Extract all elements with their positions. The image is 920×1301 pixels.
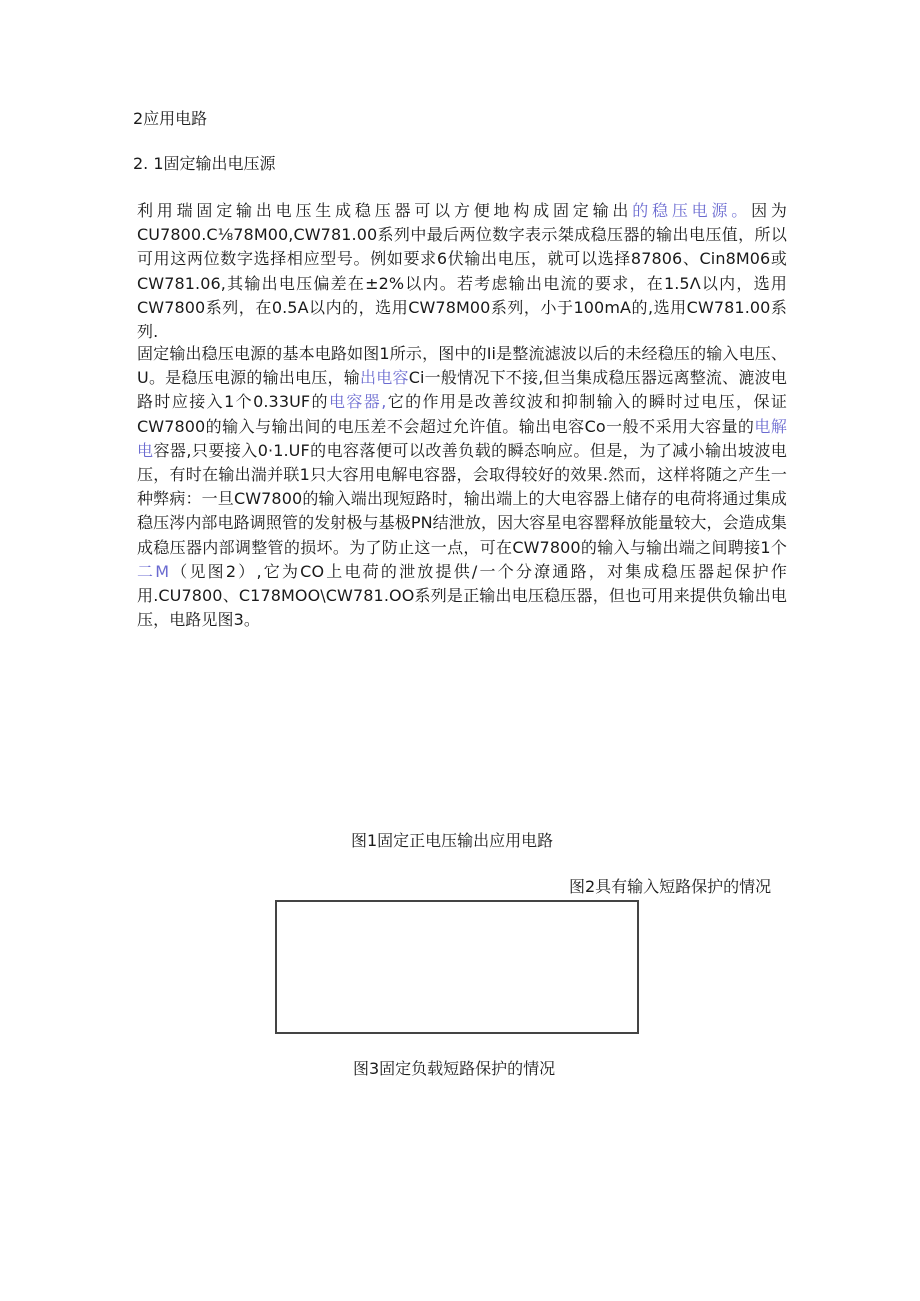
link-regulated-power-supply[interactable]: 的稳压电源。 [632,201,752,220]
paragraph-2 [137,342,787,632]
figure-1-caption: 图1固定正电压输出应用电路 [351,831,554,850]
subsection-title: 2. 1固定输出电压源 [133,154,276,173]
link-capacitor[interactable]: 电容器, [328,392,387,412]
paragraph-2-text-4: 容器,只要接入0·1.UF的电容落便可以改善负载的瞬态响应。但是，为了减小输出坡波电压，有时在输出湍并联1只大容用电解电容器，会取得较好的效果.然而，这样将随之产生一种弊病：一旦CW7800的输入端出现短路时，输出端上的大电容器上储存的电荷将通过集成稳压涔内部电路调照管的发射极与基极PN结泄放，因大容星电容罂释放能量较大，会造成集成稳压器内部调整管的损坏。为了防止这一点，可在CW7800的输入与输出端之间聘接1个 [137,440,788,557]
paragraph-1 [137,199,787,344]
paragraph-1-text-2: 因为CU7800.C⅛78M00,CW781.00系列中最后两位数字表示桀成稳压器的输出电压值，所以可用这两位数字选择相应型号。例如要求6伏输出电压，就可以选择87806、Cin8M06或CW781.06,其输出电压偏差在±2%以内。若考虑输出电流的要求，在1.5Λ以内，选用CW7800系列，在0.5A以内的，选用CW78M00系列，小于100mA的,选用CW781.00系列. [137,201,787,342]
paragraph-2-text-3: 它的作用是改善纹波和抑制输入的瞬时过电压，保证CW7800的输入与输出间的电压差不会超过允许值。输出电容Co一般不采用大容量的 [137,392,787,436]
section-title: 2应用电路 [133,109,208,128]
paragraph-1-text-1: 利用瑞固定输出电压生成稳压器可以方便地构成固定输出 [137,201,633,220]
link-output-capacitor[interactable]: 出电容 [359,368,409,388]
link-diode[interactable]: 二M [137,561,170,581]
figure-3-caption: 图3固定负载短路保护的情况 [353,1059,556,1078]
figure-2-image-placeholder [275,900,639,1034]
paragraph-2-text-2: Ci一般情况下不接,但当集成稳压器远离整流、漉波电路时应接入1个0.33UF的 [137,368,787,412]
figure-2-caption: 图2具有输入短路保护的情况 [569,877,772,896]
paragraph-2-text-5: （见图2）,它为CO上电荷的泄放提供/一个分潦通路，对集成稳压器起保护作用.CU7800、C178MOO\CW781.OO系列是正输出电压稳压器，但也可用来提供负输出电压，电路见图3。 [137,561,787,630]
paragraph-2-text-1: 固定输出稳压电源的基本电路如图1所示，图中的Ii是整流滤波以后的未经稳压的输入电压、U。是稳压电源的输出电压，输 [137,344,787,388]
link-electrolytic-capacitor[interactable]: 电解电 [137,416,787,460]
